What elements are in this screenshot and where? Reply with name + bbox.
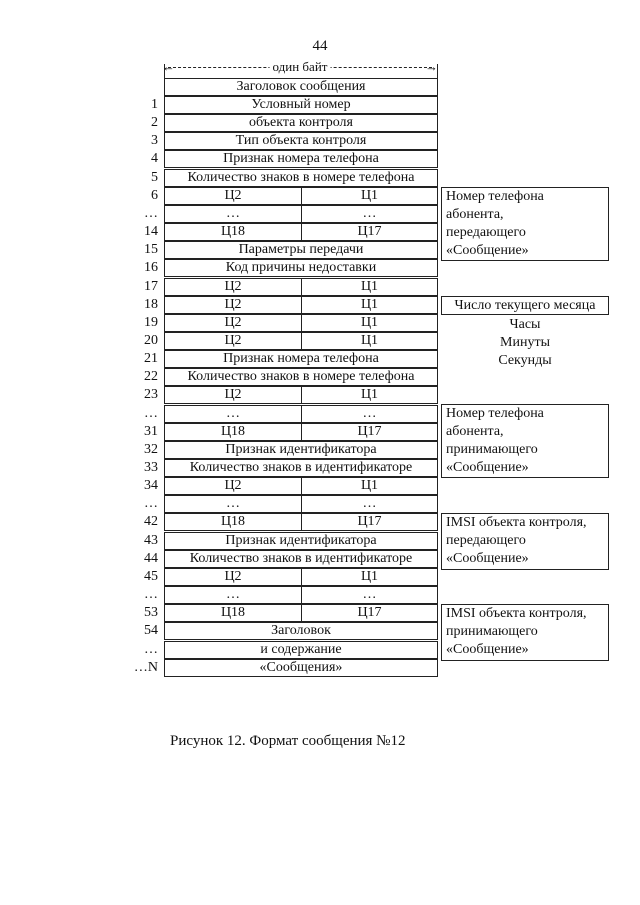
note-receiver-imsi	[441, 604, 609, 661]
field-cell: Признак номера телефона	[164, 350, 438, 368]
byte-width-arrow	[162, 60, 438, 74]
row-number: 33	[144, 460, 158, 475]
table-row	[164, 296, 438, 314]
digit-cell-right: Ц17	[301, 423, 438, 441]
table-row	[164, 532, 438, 550]
field-cell: и содержание	[164, 641, 438, 659]
table-row	[164, 314, 438, 332]
digit-cell-left: Ц2	[164, 278, 302, 296]
row-number: 23	[144, 387, 158, 402]
digit-cell-right: Ц1	[301, 477, 438, 495]
digit-cell-right: Ц17	[301, 604, 438, 622]
row-number: …	[144, 206, 158, 221]
field-cell: Параметры передачи	[164, 241, 438, 259]
row-number: 2	[151, 115, 158, 130]
digit-cell-left: Ц2	[164, 477, 302, 495]
note-line: «Сообщение»	[446, 551, 529, 566]
note-line: IMSI объекта контроля,	[446, 515, 587, 530]
digit-cell-left: …	[164, 405, 302, 423]
note-minutes: Минуты	[500, 335, 550, 350]
note-line: абонента,	[446, 207, 504, 222]
row-number: 15	[144, 242, 158, 257]
row-number: …	[144, 642, 158, 657]
field-cell: Количество знаков в идентификаторе	[164, 550, 438, 568]
row-number: 3	[151, 133, 158, 148]
note-line: абонента,	[446, 424, 504, 439]
header-cell: Заголовок сообщения	[164, 78, 438, 96]
table-row	[164, 114, 438, 132]
row-number: 34	[144, 478, 158, 493]
row-number: 31	[144, 424, 158, 439]
table-row	[164, 169, 438, 187]
note-line: Номер телефона	[446, 189, 544, 204]
note-sender-phone	[441, 187, 609, 261]
row-number: 53	[144, 605, 158, 620]
field-cell: Тип объекта контроля	[164, 132, 438, 150]
note-hours: Часы	[509, 317, 541, 332]
row-number: 5	[151, 170, 158, 185]
digit-cell-right: Ц1	[301, 296, 438, 314]
note-line: «Сообщение»	[446, 460, 529, 475]
row-number: 43	[144, 533, 158, 548]
note-line: «Сообщение»	[446, 243, 529, 258]
table-row	[164, 459, 438, 477]
digit-cell-left: Ц2	[164, 386, 302, 404]
figure-caption: Рисунок 12. Формат сообщения №12	[170, 733, 406, 749]
table-row	[164, 641, 438, 659]
note-line: передающего	[446, 225, 526, 240]
field-cell: Код причины недоставки	[164, 259, 438, 277]
note-month: Число текущего месяца	[441, 296, 609, 315]
row-number: 44	[144, 551, 158, 566]
note-line: принимающего	[446, 624, 538, 639]
arrow-right-icon: →	[425, 59, 438, 74]
digit-cell-left: …	[164, 586, 302, 604]
field-cell: объекта контроля	[164, 114, 438, 132]
digit-cell-right: Ц17	[301, 223, 438, 241]
digit-cell-right: Ц1	[301, 187, 438, 205]
field-cell: Количество знаков в номере телефона	[164, 169, 438, 187]
note-sender-imsi	[441, 513, 609, 570]
arrow-left-icon: ←	[162, 59, 175, 74]
note-line: «Сообщение»	[446, 642, 529, 657]
table-row	[164, 659, 438, 677]
digit-cell-left: …	[164, 205, 302, 223]
note-line: принимающего	[446, 442, 538, 457]
field-cell: Признак идентификатора	[164, 441, 438, 459]
digit-cell-right: Ц1	[301, 332, 438, 350]
table-row	[164, 477, 438, 495]
table-row	[164, 622, 438, 640]
note-line: передающего	[446, 533, 526, 548]
table-row	[164, 96, 438, 114]
digit-cell-left: …	[164, 495, 302, 513]
digit-cell-left: Ц18	[164, 513, 302, 531]
table-row	[164, 205, 438, 223]
digit-cell-right: …	[301, 495, 438, 513]
table-row	[164, 332, 438, 350]
row-number: 54	[144, 623, 158, 638]
table-row	[164, 150, 438, 168]
row-number: 18	[144, 297, 158, 312]
row-number: 32	[144, 442, 158, 457]
row-number: 42	[144, 514, 158, 529]
field-cell: Заголовок	[164, 622, 438, 640]
digit-cell-left: Ц2	[164, 296, 302, 314]
row-number: …	[144, 496, 158, 511]
table-row	[164, 586, 438, 604]
row-number: 20	[144, 333, 158, 348]
field-cell: Условный номер	[164, 96, 438, 114]
note-line: Номер телефона	[446, 406, 544, 421]
row-number: 45	[144, 569, 158, 584]
field-cell: Признак номера телефона	[164, 150, 438, 168]
note-line: IMSI объекта контроля,	[446, 606, 587, 621]
table-row	[164, 259, 438, 277]
row-number: 22	[144, 369, 158, 384]
digit-cell-left: Ц2	[164, 187, 302, 205]
digit-cell-right: Ц17	[301, 513, 438, 531]
row-number: 16	[144, 260, 158, 275]
table-row	[164, 368, 438, 386]
digit-cell-right: Ц1	[301, 278, 438, 296]
digit-cell-left: Ц18	[164, 423, 302, 441]
digit-cell-left: Ц2	[164, 314, 302, 332]
table-row	[164, 187, 438, 205]
row-number: 19	[144, 315, 158, 330]
table-row	[164, 550, 438, 568]
field-cell: Количество знаков в идентификаторе	[164, 459, 438, 477]
digit-cell-right: Ц1	[301, 386, 438, 404]
header-row	[164, 78, 438, 96]
row-number: 14	[144, 224, 158, 239]
byte-label: один байт	[270, 60, 331, 74]
table-row	[164, 350, 438, 368]
note-seconds: Секунды	[498, 353, 552, 368]
page-number: 44	[312, 38, 328, 54]
row-number: …N	[133, 660, 158, 675]
row-number: 17	[144, 279, 158, 294]
field-cell: «Сообщения»	[164, 659, 438, 677]
table-row	[164, 278, 438, 296]
row-number: 21	[144, 351, 158, 366]
table-row	[164, 223, 438, 241]
table-row	[164, 495, 438, 513]
table-row	[164, 604, 438, 622]
byte-tick-right	[437, 64, 438, 78]
digit-cell-right: …	[301, 586, 438, 604]
table-row	[164, 568, 438, 586]
table-row	[164, 132, 438, 150]
note-receiver-phone	[441, 404, 609, 478]
table-row	[164, 241, 438, 259]
table-row	[164, 423, 438, 441]
digit-cell-right: …	[301, 205, 438, 223]
row-number: 4	[151, 151, 158, 166]
row-number: 1	[151, 97, 158, 112]
digit-cell-right: Ц1	[301, 314, 438, 332]
digit-cell-left: Ц18	[164, 223, 302, 241]
table-row	[164, 405, 438, 423]
table-row	[164, 441, 438, 459]
field-cell: Количество знаков в номере телефона	[164, 368, 438, 386]
digit-cell-right: Ц1	[301, 568, 438, 586]
field-cell: Признак идентификатора	[164, 532, 438, 550]
digit-cell-left: Ц18	[164, 604, 302, 622]
table-row	[164, 513, 438, 531]
row-number: …	[144, 587, 158, 602]
digit-cell-left: Ц2	[164, 568, 302, 586]
row-number: …	[144, 406, 158, 421]
table-row	[164, 386, 438, 404]
digit-cell-right: …	[301, 405, 438, 423]
row-number: 6	[151, 188, 158, 203]
digit-cell-left: Ц2	[164, 332, 302, 350]
byte-tick-left	[164, 64, 165, 78]
